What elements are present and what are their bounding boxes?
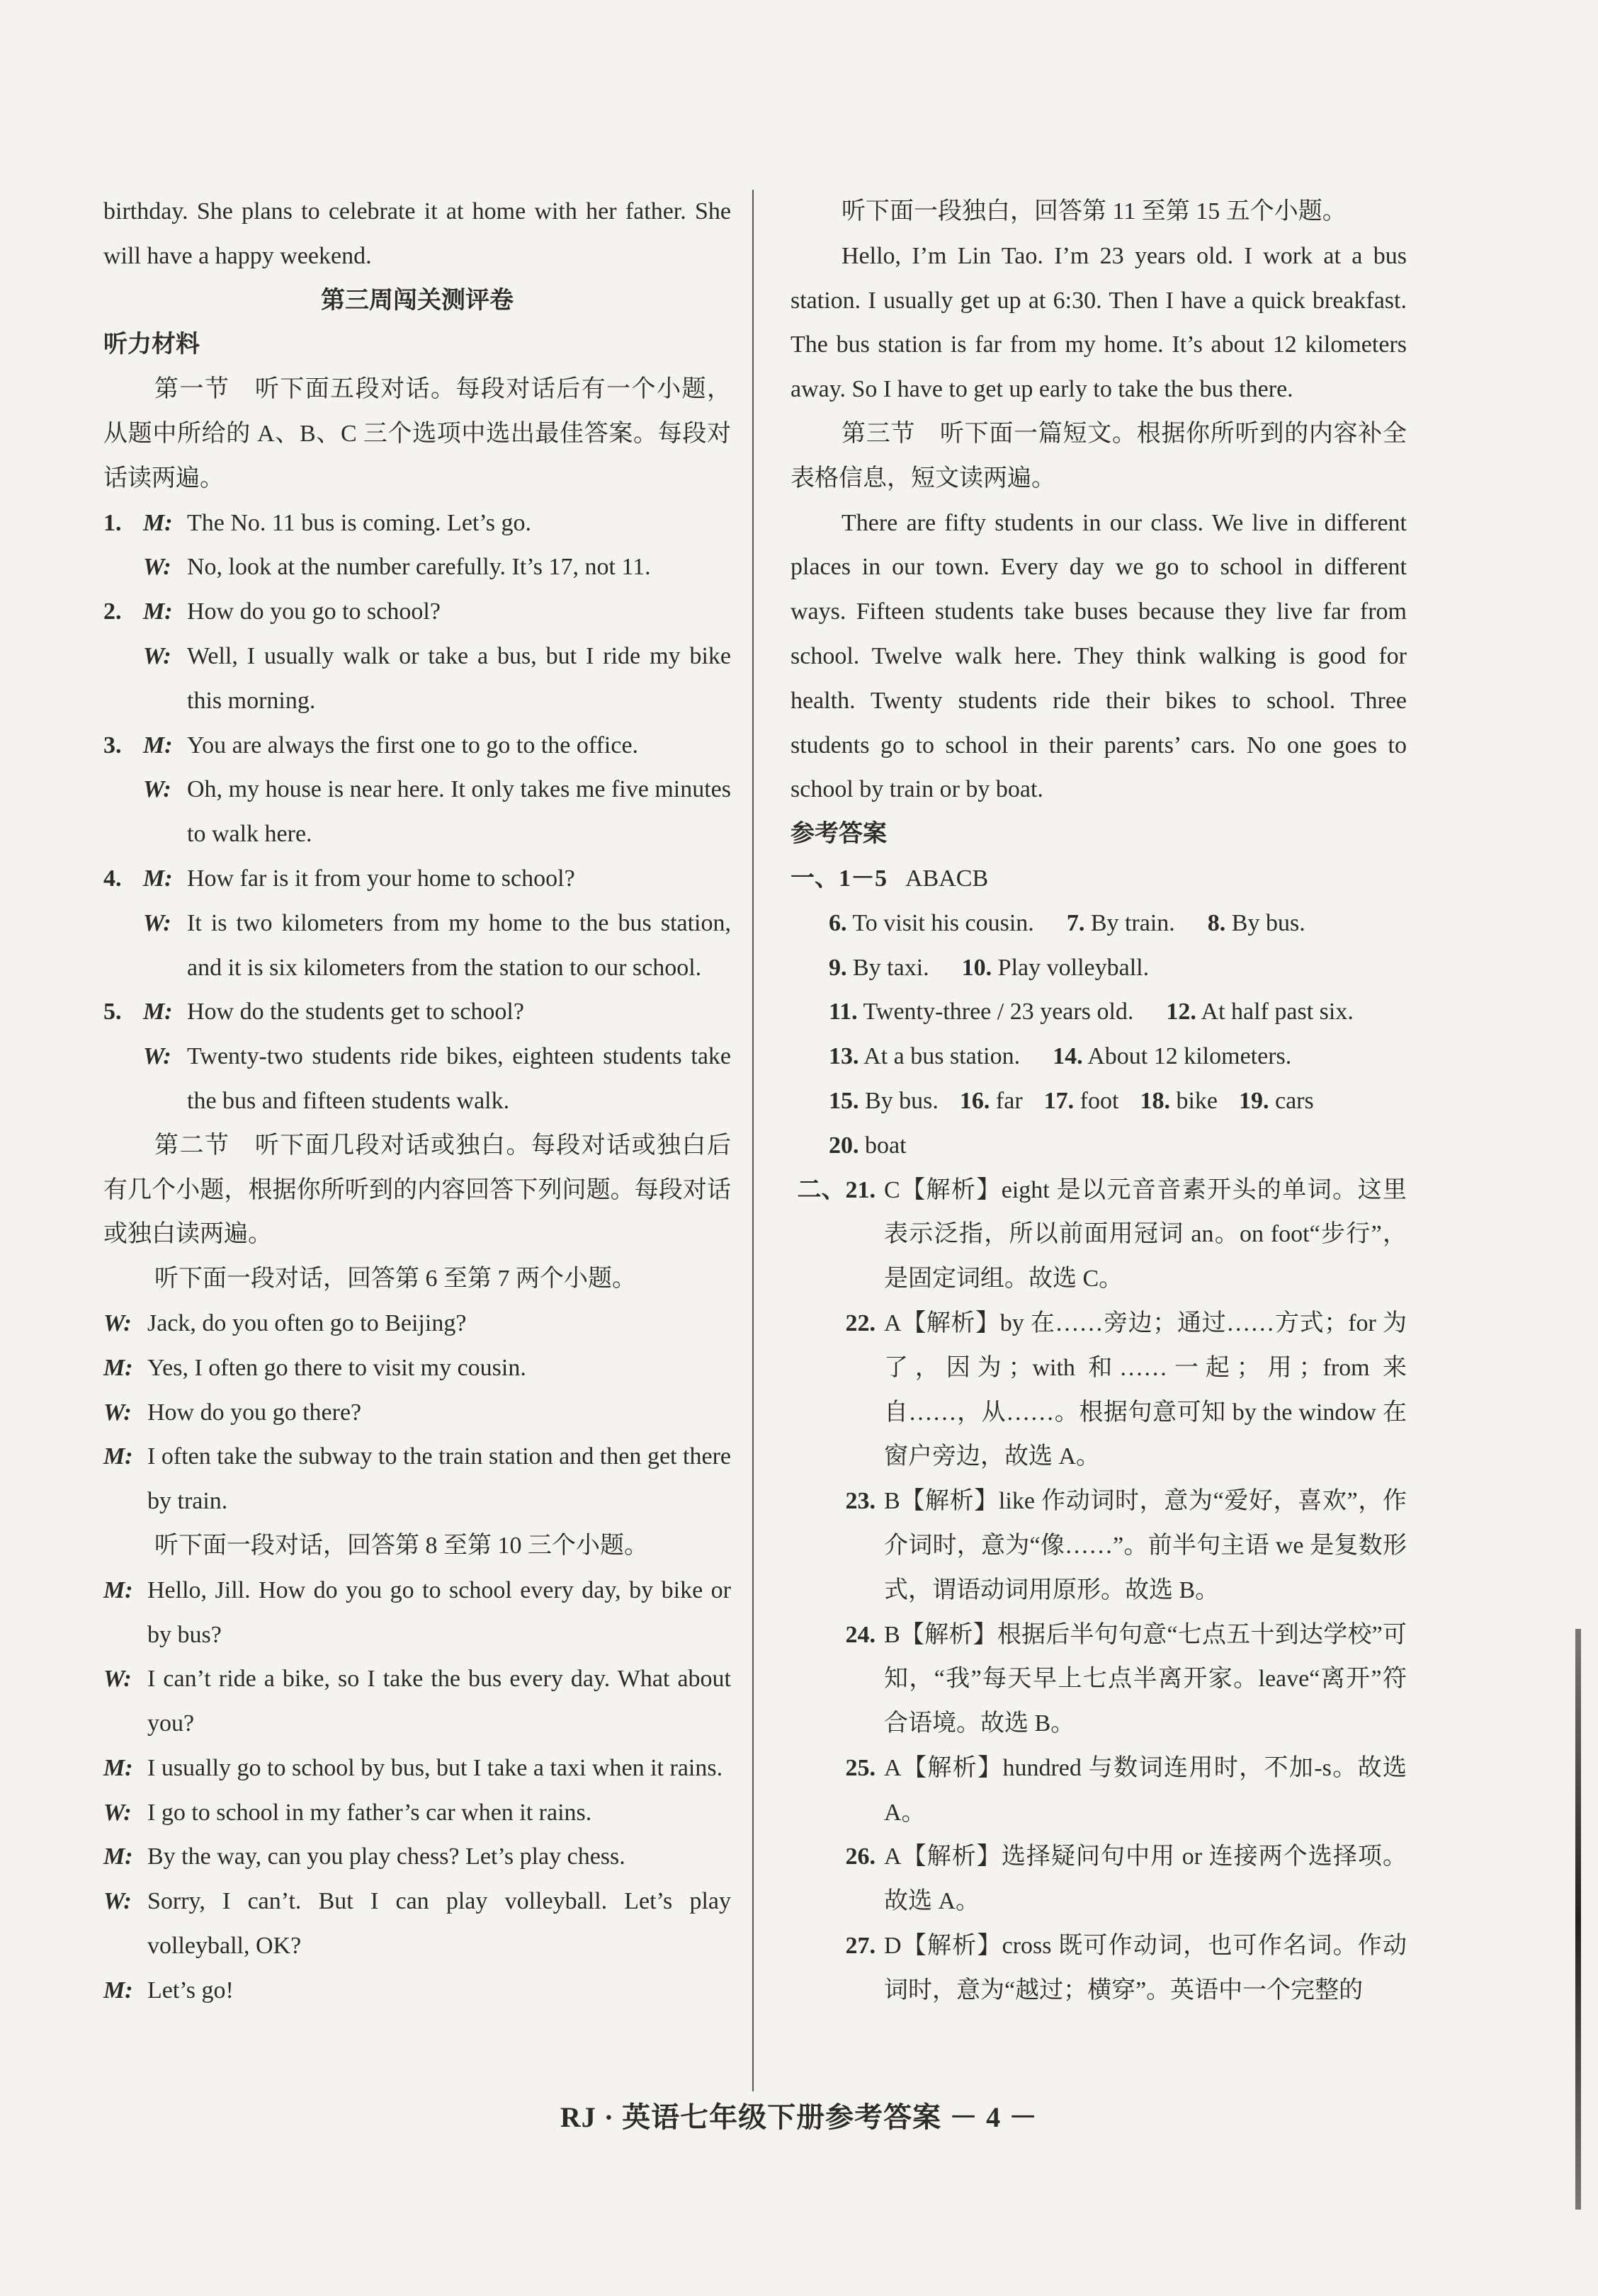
answer-number: 9. [829,954,847,981]
speaker: W: [143,554,171,581]
question-number: 2. [103,598,122,625]
dialogue-line: Oh, my house is near here. It only takes me five minutes to walk here. [187,776,731,848]
answer-number: 25. [845,1754,876,1781]
answer-text: far [995,1087,1023,1114]
answer-text: At half past six. [1201,999,1354,1025]
explanation-27 [790,1924,1407,2013]
speaker: W: [103,1888,132,1915]
dialogue-line: Well, I usually walk or take a bus, but I ride my bike this morning. [187,642,731,714]
dialogue-line: Hello, Jill. How do you go to school every day, by bike or by bus? [147,1576,731,1648]
dialogue-line: Twenty-two students ride bikes, eighteen students take the bus and fifteen students walk. [187,1043,731,1114]
explanation-23 [790,1479,1407,1613]
answer-key-heading: 参考答案 [790,821,887,848]
explanation-text: B【解析】根据后半句句意“七点五十到达学校”可知，“我”每天早上七点半离开家。leave“离开”符合语境。故选 B。 [884,1621,1407,1737]
dialogue-line: Let’s go! [147,1977,234,2004]
answer-row [790,990,1407,1035]
speaker: M: [143,732,173,758]
answer-row [790,1035,1407,1079]
speaker: W: [143,1043,171,1070]
speaker: W: [143,776,171,803]
answer-number: 8. [1207,909,1226,936]
answer-text: At a bus station. [863,1043,1021,1070]
answer-text: Twenty-three / 23 years old. [863,999,1134,1025]
answer-text: By taxi. [853,954,929,981]
speaker: W: [103,1309,132,1336]
answer-number: 14. [1053,1043,1083,1070]
dialogue-line: No, look at the number carefully. It’s 17, not 11. [187,554,651,581]
answer-text: To visit his cousin. [852,909,1034,936]
answer-number: 二、21. [797,1176,876,1203]
answer-text: By train. [1090,909,1175,936]
answer-text: Play volleyball. [997,954,1150,981]
answer-number: 17. [1043,1087,1075,1114]
dialogue-line: How do the students get to school? [187,999,524,1025]
answer-number: 16. [959,1087,990,1114]
answer-number: 22. [845,1309,876,1336]
explanation-25 [790,1746,1407,1836]
section-1-instructions: 第一节 听下面五段对话。每段对话后有一个小题，从题中所给的 A、B、C 三个选项中选出最佳答案。每段对话读两遍。 [103,376,731,491]
explanation-text: A【解析】选择疑问句中用 or 连接两个选择项。故选 A。 [884,1843,1407,1915]
speaker: M: [103,1443,133,1470]
dialogue-line: Jack, do you often go to Beijing? [147,1309,467,1336]
speaker: M: [143,509,173,536]
answer-text: foot [1080,1087,1119,1114]
speaker: M: [143,598,173,625]
speaker: M: [143,865,173,892]
speaker: M: [103,1843,133,1870]
speaker: W: [103,1399,132,1426]
answer-number: 12. [1166,999,1196,1025]
dialogue-line: The No. 11 bus is coming. Let’s go. [187,509,532,536]
dialogue-line: I often take the subway to the train station and then get there by train. [147,1443,731,1515]
answer-row [790,1124,1407,1169]
answer-number: 11. [829,999,858,1025]
conversation-2 [103,1569,731,2013]
explanation-text: A【解析】by 在……旁边；通过……方式；for 为了，因为；with 和……一起；用；from 来自……，从……。根据句意可知 by the window 在窗户旁边，故选 A。 [884,1309,1407,1470]
speaker: M: [103,1977,133,2004]
dialogue-line: Sorry, I can’t. But I can play volleyball. Let’s play volleyball, OK? [147,1888,731,1960]
speaker: W: [143,642,171,669]
explanation-21 [790,1169,1407,1302]
answer-text: By bus. [865,1087,939,1114]
answer-number: 24. [845,1621,876,1648]
answer-row [790,902,1407,946]
dialogue-2 [103,590,731,723]
answer-text: boat [865,1132,907,1159]
question-number: 3. [103,732,122,758]
conversation-1 [103,1302,731,1524]
dialogue-line: I can’t ride a bike, so I take the bus every day. What about you? [147,1666,731,1737]
dialogue-line: I go to school in my father’s car when it rains. [147,1799,592,1826]
answer-number: 19. [1239,1087,1269,1114]
explanation-text: D【解析】cross 既可作动词，也可作名词。作动词时，意为“越过；横穿”。英语中一个完整的 [884,1933,1407,2004]
speaker: W: [103,1666,132,1693]
answer-number: 27. [845,1933,876,1960]
dialogue-line: I usually go to school by bus, but I take a taxi when it rains. [147,1754,723,1781]
question-number: 5. [103,999,122,1025]
page-edge-shadow [1575,1629,1581,2210]
right-column [790,190,1407,2013]
monologue-text: Hello, I’m Lin Tao. I’m 23 years old. I work at a bus station. I usually get up at 6:30. Then I have a quick breakfast. The bus station is far from my home. It’s about 12 kilometers away. So I have to get up early to take the bus there. [790,242,1407,403]
part-1-value: ABACB [905,865,989,892]
part-1-label: 一、1－5 [790,865,887,892]
speaker: W: [103,1799,132,1826]
question-number: 4. [103,865,122,892]
speaker: W: [143,909,171,936]
dialogue-5 [103,990,731,1123]
speaker: M: [103,1576,133,1603]
speaker: M: [143,999,173,1025]
test-title: 第三周闯关测评卷 [321,287,514,314]
conversation-1-intro: 听下面一段对话，回答第 6 至第 7 两个小题。 [154,1266,636,1292]
dialogue-3 [103,724,731,857]
dialogue-line: By the way, can you play chess? Let’s play chess. [147,1843,625,1870]
dialogue-line: Yes, I often go there to visit my cousin. [147,1354,526,1381]
explanation-22 [790,1302,1407,1479]
section-2-instructions: 第二节 听下面几段对话或独白。每段对话或独白后有几个小题，根据你所听到的内容回答下列问题。每段对话或独白读两遍。 [103,1132,731,1248]
explanation-text: C【解析】eight 是以元音音素开头的单词。这里表示泛指，所以前面用冠词 an。on foot“步行”，是固定词组。故选 C。 [884,1176,1407,1292]
dialogue-line: How do you go there? [147,1399,362,1426]
answer-number: 13. [829,1043,859,1070]
dialogue-line: You are always the first one to go to the office. [187,732,639,758]
column-divider [752,190,754,2091]
answer-text: cars [1275,1087,1314,1114]
explanation-24 [790,1613,1407,1746]
answer-number: 10. [961,954,992,981]
explanation-26 [790,1835,1407,1924]
answer-number: 20. [829,1132,859,1159]
passage-text: There are fifty students in our class. We live in different places in our town. Every day we go to school in different ways. Fifteen students take buses because they live far from school. Twelve walk here. They think walking is good for health. Twenty students ride their bikes to school. Three students go to school in their parents’ cars. No one goes to school by train or by boat. [790,509,1407,803]
dialogue-4 [103,857,731,990]
speaker: M: [103,1354,133,1381]
listening-heading: 听力材料 [103,331,200,358]
dialogue-line: How do you go to school? [187,598,441,625]
monologue-intro: 听下面一段独白，回答第 11 至第 15 五个小题。 [842,198,1347,225]
explanation-text: B【解析】like 作动词时，意为“爱好，喜欢”，作介词时，意为“像……”。前半句主语 we 是复数形式，谓语动词用原形。故选 B。 [884,1488,1407,1603]
answer-number: 23. [845,1488,876,1515]
part-1-answers [790,857,1407,902]
answer-row [790,946,1407,991]
answer-number: 26. [845,1843,876,1870]
page-footer: RJ · 英语七年级下册参考答案 － 4 － [560,2101,1038,2133]
answer-number: 7. [1066,909,1085,936]
answer-text: About 12 kilometers. [1087,1043,1292,1070]
dialogue-line: How far is it from your home to school? [187,865,575,892]
answer-row [790,1079,1407,1124]
section-3-instructions: 第三节 听下面一篇短文。根据你所听到的内容补全表格信息，短文读两遍。 [790,420,1407,491]
dialogue-1 [103,501,731,591]
conversation-2-intro: 听下面一段对话，回答第 8 至第 10 三个小题。 [154,1532,648,1559]
answer-number: 15. [829,1087,859,1114]
speaker: M: [103,1754,133,1781]
dialogue-line: It is two kilometers from my home to the bus station, and it is six kilometers from the station to our school. [187,909,731,981]
question-number: 1. [103,509,122,536]
answer-number: 18. [1140,1087,1170,1114]
answer-text: By bus. [1231,909,1305,936]
answer-number: 6. [829,909,847,936]
answer-text: bike [1176,1087,1218,1114]
left-column [103,190,731,2013]
explanation-text: A【解析】hundred 与数词连用时，不加-s。故选 A。 [884,1754,1407,1826]
continued-paragraph: birthday. She plans to celebrate it at home with her father. She will have a happy weekend. [103,198,731,269]
